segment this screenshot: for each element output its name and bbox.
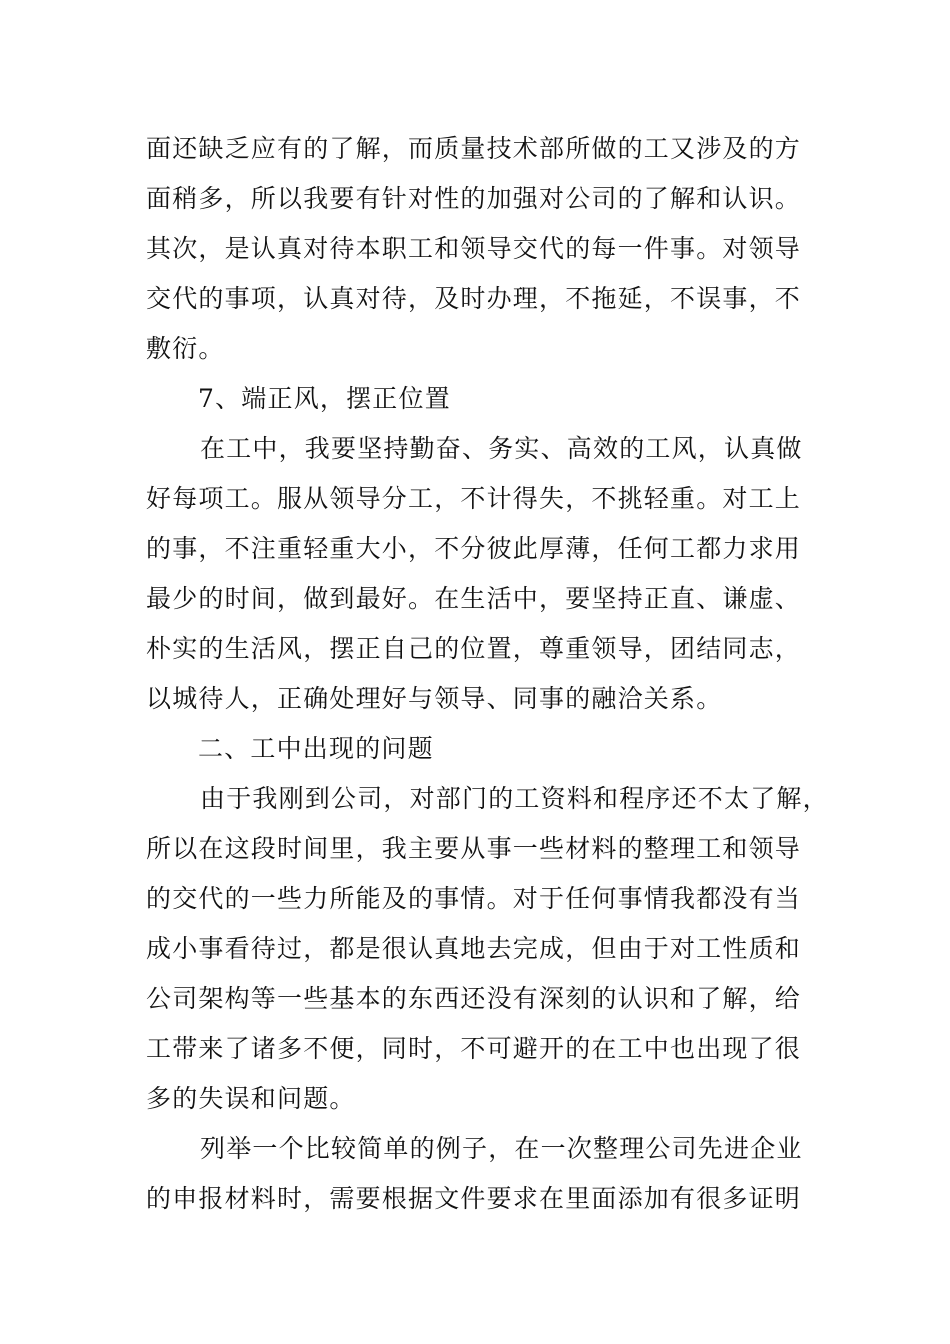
text-line: 的事，不注重轻重大小，不分彼此厚薄，任何工都力求用 <box>146 534 802 563</box>
text-line: 好每项工。服从领导分工，不计得失，不挑轻重。对工上 <box>146 484 802 513</box>
section-heading: 7、端正风，摆正位置 <box>198 384 451 413</box>
paragraph-first-line: 由于我刚到公司，对部门的工资料和程序还不太了解， <box>200 784 829 813</box>
text-line: 其次，是认真对待本职工和领导交代的每一件事。对领导 <box>146 234 802 263</box>
paragraph-first-line: 在工中，我要坚持勤奋、务实、高效的工风，认真做 <box>200 434 803 463</box>
text-line: 工带来了诸多不便，同时，不可避开的在工中也出现了很 <box>146 1034 802 1063</box>
text-line: 公司架构等一些基本的东西还没有深刻的认识和了解，给 <box>146 984 802 1013</box>
text-line: 敷衍。 <box>146 334 225 363</box>
text-line: 面稍多，所以我要有针对性的加强对公司的了解和认识。 <box>146 184 802 213</box>
section-heading: 二、工中出现的问题 <box>198 734 434 763</box>
text-line: 成小事看待过，都是很认真地去完成，但由于对工性质和 <box>146 934 802 963</box>
text-line: 以城待人，正确处理好与领导、同事的融洽关系。 <box>146 684 723 713</box>
text-line: 所以在这段时间里，我主要从事一些材料的整理工和领导 <box>146 834 802 863</box>
text-line: 交代的事项，认真对待，及时办理，不拖延，不误事，不 <box>146 284 802 313</box>
text-line: 多的失误和问题。 <box>146 1084 356 1113</box>
text-line: 的申报材料时，需要根据文件要求在里面添加有很多证明 <box>146 1184 802 1213</box>
text-line: 最少的时间，做到最好。在生活中，要坚持正直、谦虚、 <box>146 584 802 613</box>
text-line: 面还缺乏应有的了解，而质量技术部所做的工又涉及的方 <box>146 134 802 163</box>
text-line: 的交代的一些力所能及的事情。对于任何事情我都没有当 <box>146 884 802 913</box>
paragraph-first-line: 列举一个比较简单的例子，在一次整理公司先进企业 <box>200 1134 803 1163</box>
text-line: 朴实的生活风，摆正自己的位置，尊重领导，团结同志， <box>146 634 802 663</box>
